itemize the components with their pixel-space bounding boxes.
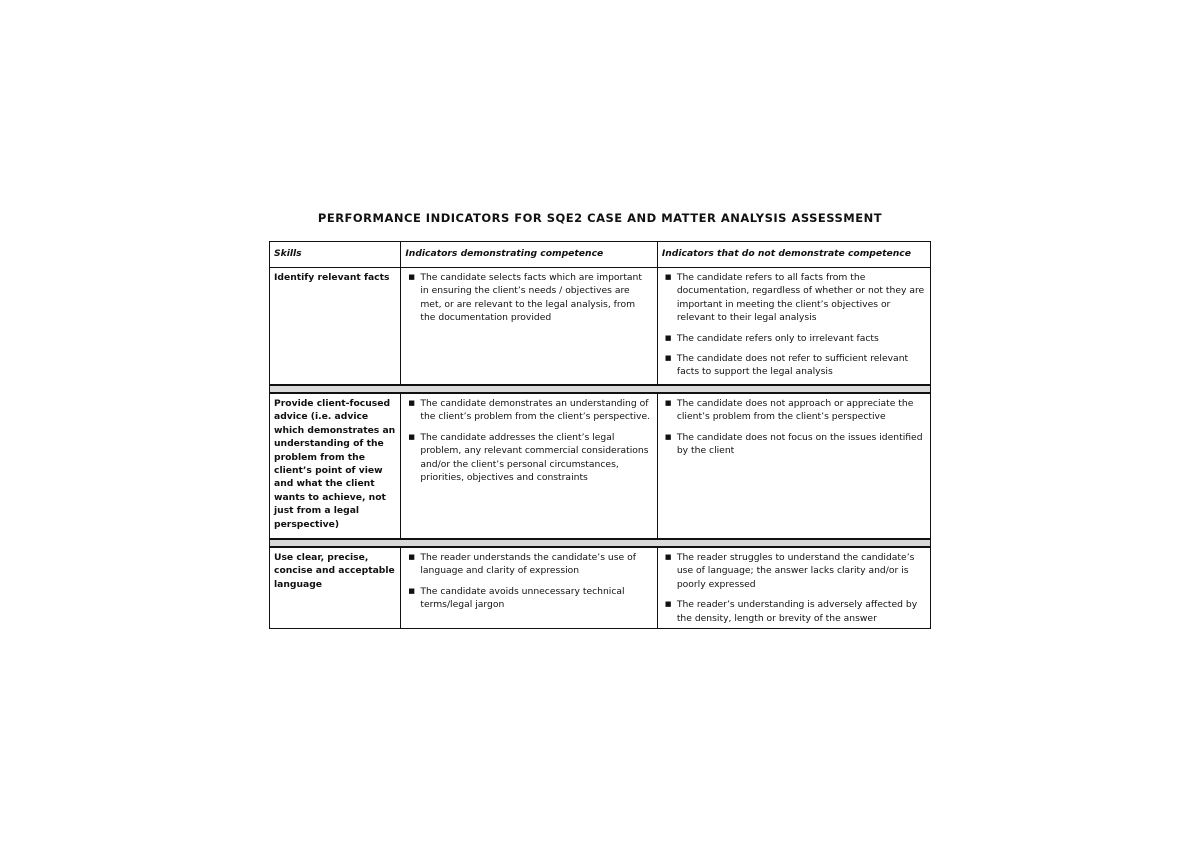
table-row: [270, 547, 931, 629]
list-item: ■ The candidate selects facts which are important in ensuring the client’s needs / objectives are met, or are relevant to the legal analysis, from the documentation provided: [408, 272, 642, 324]
skill-cell: Identify relevant facts: [270, 268, 401, 386]
bullet-icon: ■: [664, 553, 672, 561]
bullet-icon: ■: [664, 399, 672, 407]
not-competent-cell: [657, 268, 930, 386]
list-item: ■ The candidate does not focus on the issues identified by the client: [664, 431, 923, 457]
not-competent-cell: [657, 547, 930, 629]
list-item: ■ The candidate does not refer to sufficient relevant facts to support the legal analysis: [664, 353, 909, 378]
performance-indicators-table: [269, 241, 931, 629]
list-item: ■ The candidate does not approach or appreciate the client’s problem from the client’s perspective: [664, 398, 914, 423]
bullet-icon: ■: [664, 432, 672, 441]
bullet-icon: ■: [408, 399, 415, 407]
table-row: [270, 393, 931, 539]
competent-cell: [401, 393, 657, 539]
bullet-icon: ■: [664, 354, 672, 363]
header-skills: Skills: [270, 242, 401, 268]
list-item: ■ The candidate addresses the client’s legal problem, any relevant commercial considerations and/or the client’s personal circumstances, priorities, objectives and constraints: [408, 431, 649, 484]
header-not-competent: Indicators that do not demonstrate competence: [657, 242, 930, 268]
bullet-icon: ■: [664, 333, 672, 342]
list-item: ■ The candidate demonstrates an understanding of the client’s problem from the client’s perspective.: [408, 398, 651, 423]
competent-cell: [401, 547, 657, 629]
header-competent: Indicators demonstrating competence: [401, 242, 657, 268]
table-row: [270, 268, 931, 386]
spacer-row: [270, 385, 931, 393]
skill-cell: Use clear, precise, concise and acceptable language: [270, 547, 401, 629]
page-title: PERFORMANCE INDICATORS FOR SQE2 CASE AND MATTER ANALYSIS ASSESSMENT: [317, 211, 883, 225]
list-item: ■ The candidate refers only to irrelevant facts: [664, 332, 879, 344]
bullet-icon: ■: [408, 586, 415, 595]
list-item: ■ The candidate avoids unnecessary technical terms/legal jargon: [408, 585, 625, 611]
bullet-icon: ■: [664, 273, 672, 281]
bullet-icon: ■: [408, 553, 415, 561]
bullet-icon: ■: [664, 600, 672, 609]
bullet-icon: ■: [408, 273, 415, 281]
list-item: ■ The candidate refers to all facts from the documentation, regardless of whether or not they are important in meeting the client’s objectives or relevant to their legal analysis: [664, 272, 925, 324]
competent-cell: [401, 268, 657, 386]
skill-cell: Provide client-focused advice (i.e. advice which demonstrates an understanding of the problem from the client’s point of view and what the client wants to achieve, not just from a legal perspective): [270, 393, 401, 539]
list-item: ■ The reader understands the candidate’s use of language and clarity of expression: [408, 552, 636, 577]
bullet-icon: ■: [408, 432, 415, 441]
list-item: ■ The reader struggles to understand the candidate’s use of language; the answer lacks clarity and/or is poorly expressed: [664, 552, 915, 590]
not-competent-cell: [657, 393, 930, 539]
table-header-row: [270, 242, 931, 268]
list-item: ■ The reader’s understanding is adversely affected by the density, length or brevity of the answer: [664, 599, 918, 624]
spacer-row: [270, 539, 931, 547]
